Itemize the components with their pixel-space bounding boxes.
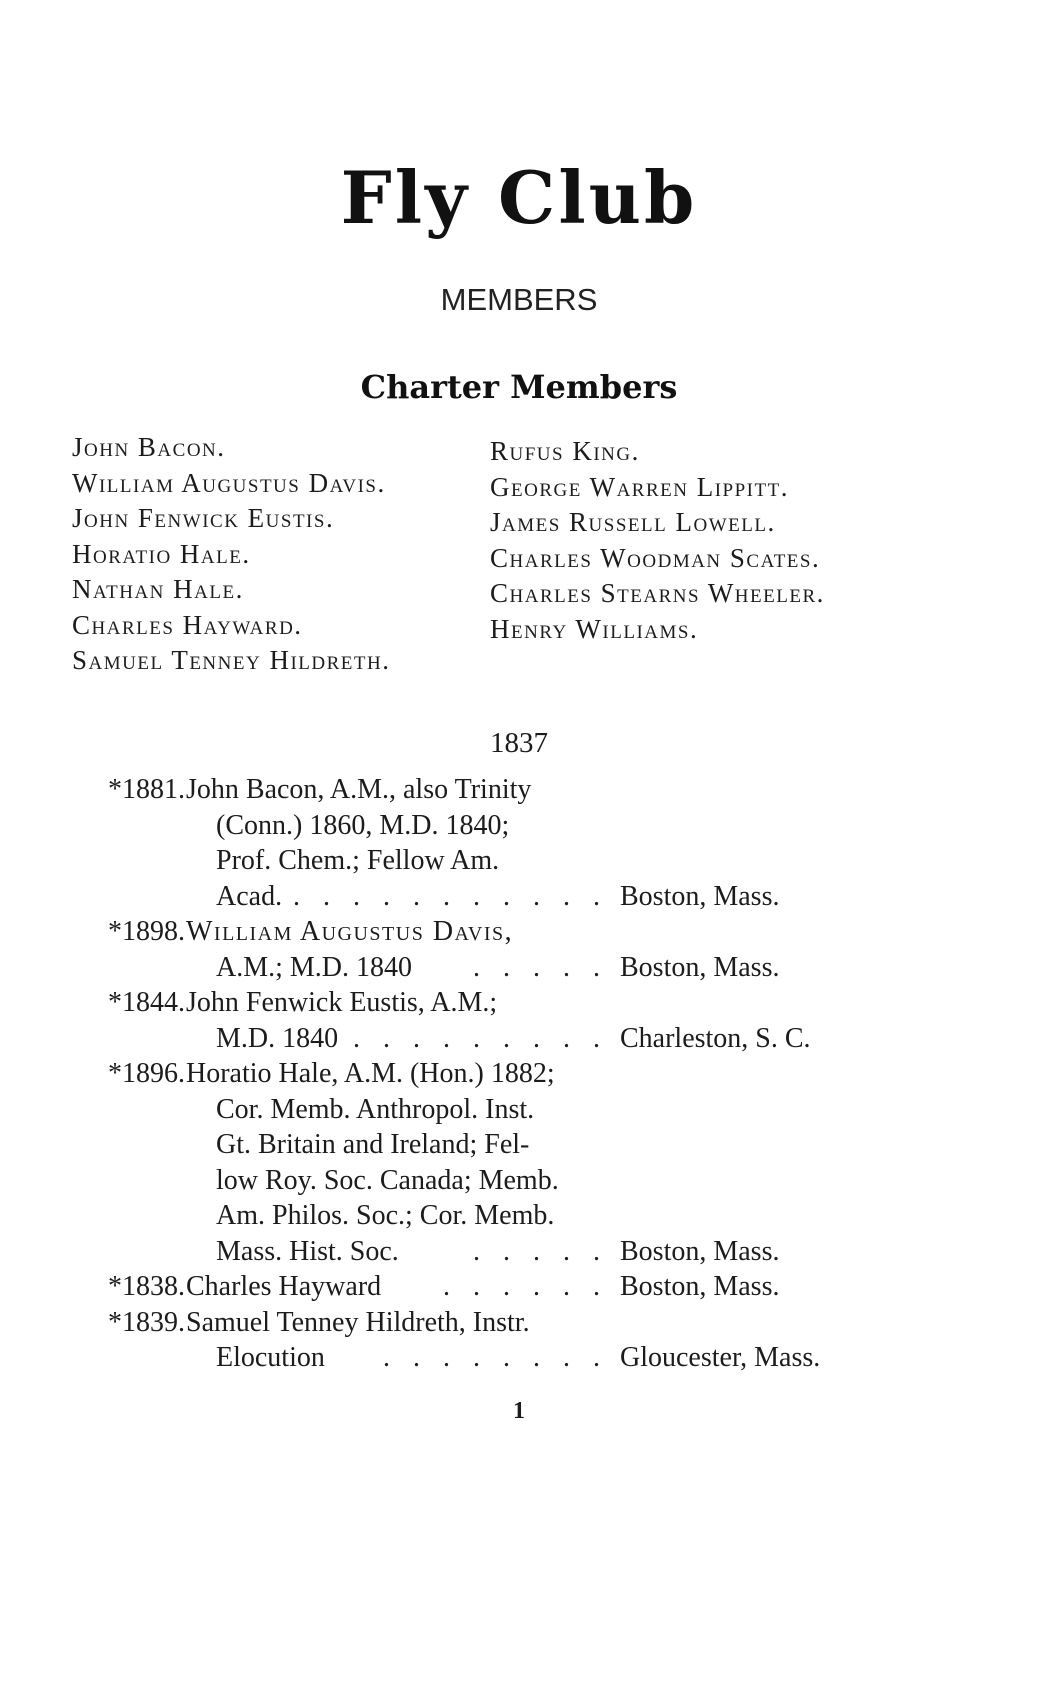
charter-member-name: James Russell Lowell. (490, 507, 776, 537)
club-title: Fly Club (340, 155, 698, 240)
member-entry (0, 1269, 1038, 1305)
member-entries (0, 772, 1038, 1376)
residence-place: Boston, Mass. (620, 1271, 780, 1302)
residence-place: Boston, Mass. (620, 951, 780, 983)
dot-leader: . . . . . . . . (383, 1342, 608, 1373)
member-entry (0, 914, 1038, 985)
dot-leader: . . . . . . . . . . . (293, 880, 608, 912)
charter-member-name: Charles Hayward. (72, 609, 303, 640)
member-entry (0, 772, 1038, 914)
death-year: *1896. (108, 1058, 185, 1089)
member-entry (0, 1305, 1038, 1376)
entry-text-line: Horatio Hale, A.M. (Hon.) 1882; (186, 1058, 555, 1089)
dot-leader: . . . . . (473, 1235, 608, 1267)
entry-text-line: Gt. Britain and Ireland; Fel- (216, 1129, 530, 1160)
residence-place: Gloucester, Mass. (620, 1342, 821, 1373)
entry-text-line: Prof. Chem.; Fellow Am. (216, 845, 500, 876)
death-year: *1881. (108, 774, 185, 805)
charter-member-name: Rufus King. (490, 436, 640, 466)
entry-text-line: John Fenwick Eustis, A.M.; (186, 987, 498, 1018)
charter-member-name: Henry Williams. (490, 613, 699, 644)
entry-text-line: Mass. Hist. Soc. (216, 1235, 399, 1267)
members-heading: MEMBERS (440, 282, 598, 317)
residence-place: Boston, Mass. (620, 1235, 780, 1267)
dot-leader: . . . . . . . . . (353, 1022, 608, 1054)
entry-text-line: M.D. 1840 (216, 1022, 339, 1054)
entry-text-line: (Conn.) 1860, M.D. 1840; (216, 809, 510, 841)
entry-text-line: low Roy. Soc. Canada; Memb. (216, 1164, 559, 1196)
dot-leader: . . . . . . (443, 1271, 608, 1302)
charter-member-name: William Augustus Davis. (72, 467, 386, 498)
member-entry (0, 1056, 1038, 1269)
charter-member-name: Nathan Hale. (72, 574, 244, 604)
entry-text-line: Acad. (216, 880, 283, 912)
entry-text-line: A.M.; M.D. 1840 (216, 951, 413, 983)
charter-member-name: Charles Stearns Wheeler. (490, 578, 825, 608)
charter-member-name: Charles Woodman Scates. (490, 542, 821, 573)
member-entry (0, 985, 1038, 1056)
residence-place: Charleston, S. C. (620, 1022, 811, 1054)
dot-leader: . . . . . (473, 951, 608, 983)
charter-members-left-column (72, 430, 390, 679)
charter-member-name: John Bacon. (72, 432, 226, 462)
death-year: *1839. (108, 1306, 185, 1338)
charter-member-name: Horatio Hale. (72, 538, 251, 569)
entry-text-line: Cor. Memb. Anthropol. Inst. (216, 1093, 535, 1125)
class-year-heading: 1837 (490, 727, 548, 759)
death-year: *1838. (108, 1271, 185, 1302)
residence-place: Boston, Mass. (620, 880, 780, 912)
death-year: *1844. (108, 987, 185, 1018)
charter-member-name: John Fenwick Eustis. (72, 503, 335, 533)
entry-text-line: Samuel Tenney Hildreth, Instr. (186, 1306, 530, 1338)
entry-text-line: Charles Hayward (186, 1271, 382, 1302)
entry-text-line: John Bacon, A.M., also Trinity (186, 774, 532, 805)
entry-text-line: Elocution (216, 1342, 325, 1373)
charter-members-right-column (490, 434, 825, 647)
death-year: *1898. (108, 916, 185, 947)
charter-members-heading: Charter Members (360, 368, 678, 406)
charter-member-name: Samuel Tenney Hildreth. (72, 645, 391, 675)
entry-text-line: William Augustus Davis, (186, 916, 514, 947)
page-number: 1 (513, 1398, 525, 1424)
charter-member-name: George Warren Lippitt. (490, 471, 789, 502)
entry-text-line: Am. Philos. Soc.; Cor. Memb. (216, 1200, 555, 1231)
